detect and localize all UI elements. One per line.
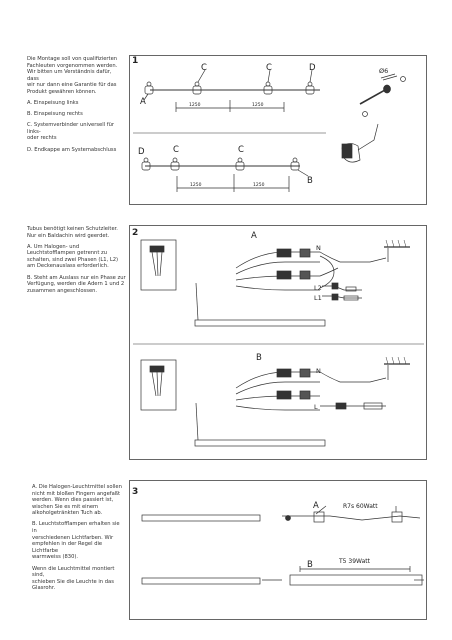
instruction-a: A. Um Halogen- und Leuchtstofflampen getrennt zu schalten, sind zwei Phasen (L1, L2) am Deckenauslass erforderlich. <box>27 243 119 270</box>
label-c-connector-4: C <box>238 145 244 155</box>
label-d-endcap: D <box>309 63 316 73</box>
wiring-diagram-a <box>141 240 410 326</box>
legend-b: B. Einspeisung rechts <box>27 111 83 118</box>
insert-note: Wenn die Leuchtmittel montiert sind, schieben Sie die Leuchte in das Glasrohr. <box>32 565 115 592</box>
system-bottom-row <box>142 158 308 192</box>
label-section2-b: B <box>256 353 262 363</box>
dim-bottom-2: 1250 <box>253 183 265 188</box>
label-n-a: N <box>316 244 321 252</box>
fluorescent-note: B. Leuchtstofflampen erhalten sie in verschiedenen Lichtfarben. Wir empfehlen in der Regel die Lichtfarbe warmweiss (830). <box>32 521 120 561</box>
lamp-type-a: R7s 60Watt <box>343 503 378 510</box>
label-b-feed: B <box>307 176 313 186</box>
label-c-connector-1: C <box>201 63 207 73</box>
dim-top-1: 1250 <box>189 103 201 108</box>
dim-top-2: 1250 <box>252 103 264 108</box>
step-number-2: 2 <box>132 228 139 238</box>
label-section3-a: A <box>313 501 319 511</box>
instruction-b: B. Steht am Auslass nur ein Phase zur Verfügung, werden die Adern 1 und 2 zusammen angeschlossen. <box>27 274 126 294</box>
dim-bottom-1: 1250 <box>190 183 202 188</box>
label-l1: L1 <box>314 294 322 302</box>
legend-c: C. Systemverbinder universell für links- oder rechts <box>27 122 115 142</box>
legend-a: A. Einspeisung links <box>27 100 79 107</box>
label-c-connector-2: C <box>266 63 272 73</box>
halogen-note: A. Die Halogen-Leuchtmittel sollen nicht mit bloßen Fingern angefaßt werden. Wenn dies passiert ist, wischen Sie es mit einem alkoholgetränkten Tuch ab. <box>32 484 122 517</box>
wiring-diagram-b <box>141 357 410 446</box>
label-section3-b: B <box>307 560 313 570</box>
earth-note: Tubus benötigt keinen Schutzleiter. Nur ein Baldachin wird geerdet. <box>27 226 118 239</box>
label-c-connector-3: C <box>173 145 179 155</box>
lamp-type-b: T5 39Watt <box>339 558 370 565</box>
step-number-3: 3 <box>132 487 139 497</box>
label-diameter: Ø6 <box>379 67 389 75</box>
step-number-1: 1 <box>132 56 139 66</box>
label-d-endcap-bottom: D <box>138 147 145 157</box>
label-a-feed: A <box>140 97 146 107</box>
label-section2-a: A <box>251 231 257 241</box>
lamp-install-a <box>142 506 420 522</box>
mounting-note: Die Montage soll von qualifizierten Fachleuten vorgenommen werden. Wir bitten um Verständnis dafür, dass wir nur dann eine Garantie für das Produkt gewähren können. <box>27 56 118 95</box>
label-l2: L2 <box>314 284 322 292</box>
system-top-row <box>144 70 320 112</box>
parts-detail <box>342 74 406 162</box>
label-l: L <box>314 403 318 411</box>
label-n-b: N <box>316 367 321 375</box>
lamp-install-b <box>142 566 424 585</box>
legend-d: D. Endkappe am Systemabschluss <box>27 146 117 153</box>
